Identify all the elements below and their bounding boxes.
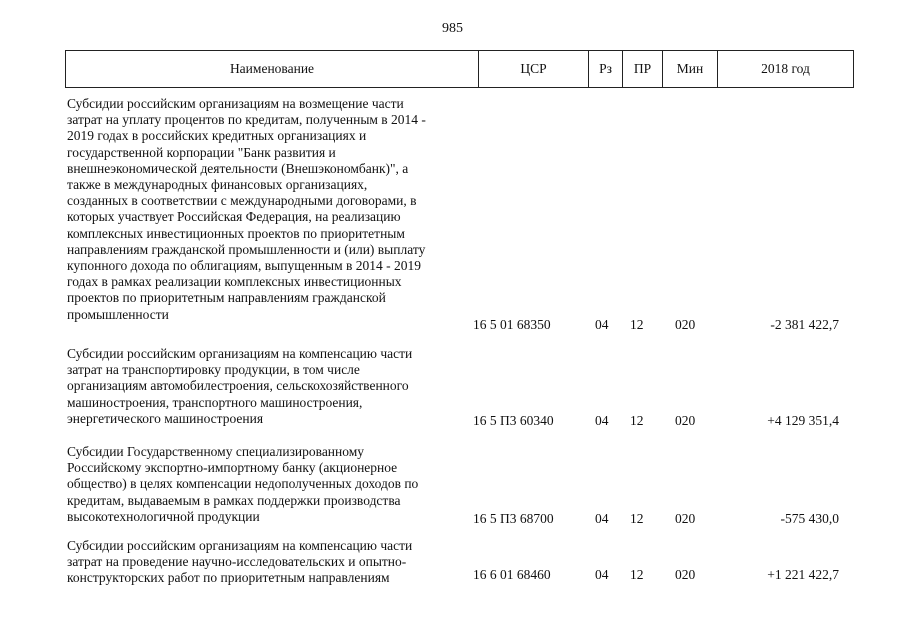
table-header (65, 50, 854, 88)
row-rz: 04 (595, 567, 609, 582)
row-rz: 04 (595, 317, 609, 332)
header-min: Мин (676, 61, 704, 76)
row-pr: 12 (630, 317, 644, 332)
row-amount: +1 221 422,7 (767, 567, 839, 582)
header-name: Наименование (229, 61, 315, 76)
row-pr: 12 (630, 511, 644, 526)
header-pr: ПР (633, 61, 652, 76)
row-amount: -2 381 422,7 (770, 317, 839, 332)
row-rz: 04 (595, 413, 609, 428)
row-amount: +4 129 351,4 (767, 413, 839, 428)
row-min: 020 (675, 511, 696, 526)
row-description: Субсидии российским организациям на компенсацию части затрат на проведение научно-исследовательских и опытно- конструкторских работ по приоритетным направлениям (67, 538, 413, 586)
row-min: 020 (675, 567, 696, 582)
row-pr: 12 (630, 413, 644, 428)
row-csr: 16 5 П3 60340 (473, 413, 554, 428)
row-csr: 16 5 П3 68700 (473, 511, 554, 526)
row-amount: -575 430,0 (780, 511, 839, 526)
row-pr: 12 (630, 567, 644, 582)
row-csr: 16 5 01 68350 (473, 317, 551, 332)
header-year: 2018 год (761, 61, 810, 76)
row-min: 020 (675, 317, 696, 332)
row-description: Субсидии Государственному специализированному Российскому экспортно-импортному банку (акционерное общество) в целях компенсации недополученных доходов по кредитам, выдаваемым в рамках поддержки производства высокотехнологичной продукции (67, 444, 419, 524)
row-min: 020 (675, 413, 696, 428)
page-number: 985 (442, 21, 463, 36)
header-rz: Рз (599, 61, 612, 76)
row-csr: 16 6 01 68460 (473, 567, 551, 582)
row-rz: 04 (595, 511, 609, 526)
row-description: Субсидии российским организациям на компенсацию части затрат на транспортировку продукции, в том числе организациям автомобилестроения, сельскохозяйственного машиностроения, транспортного машиностроения, энергетического машиностроения (67, 346, 413, 426)
row-description: Субсидии российским организациям на возмещение части затрат на уплату процентов по кредитам, полученным в 2014 - 2019 годах в российских кредитных организациях и государственной корпорации "Банк развития и внешнеэкономической деятельности (Внешэкономбанк)", а также в международных финансовых организациях, созданных в соответствии с международными договорами, в которых участвует Российская Федерация, на реализацию комплексных инвестиционных проектов по приоритетным направлениям гражданской промышленности и (или) выплату купонного дохода по облигациям, выпущенным в 2014 - 2019 годах в рамках реализации комплексных инвестиционных проектов по приоритетным направлениям гражданской промышленности (67, 96, 426, 322)
header-csr: ЦСР (520, 61, 547, 76)
